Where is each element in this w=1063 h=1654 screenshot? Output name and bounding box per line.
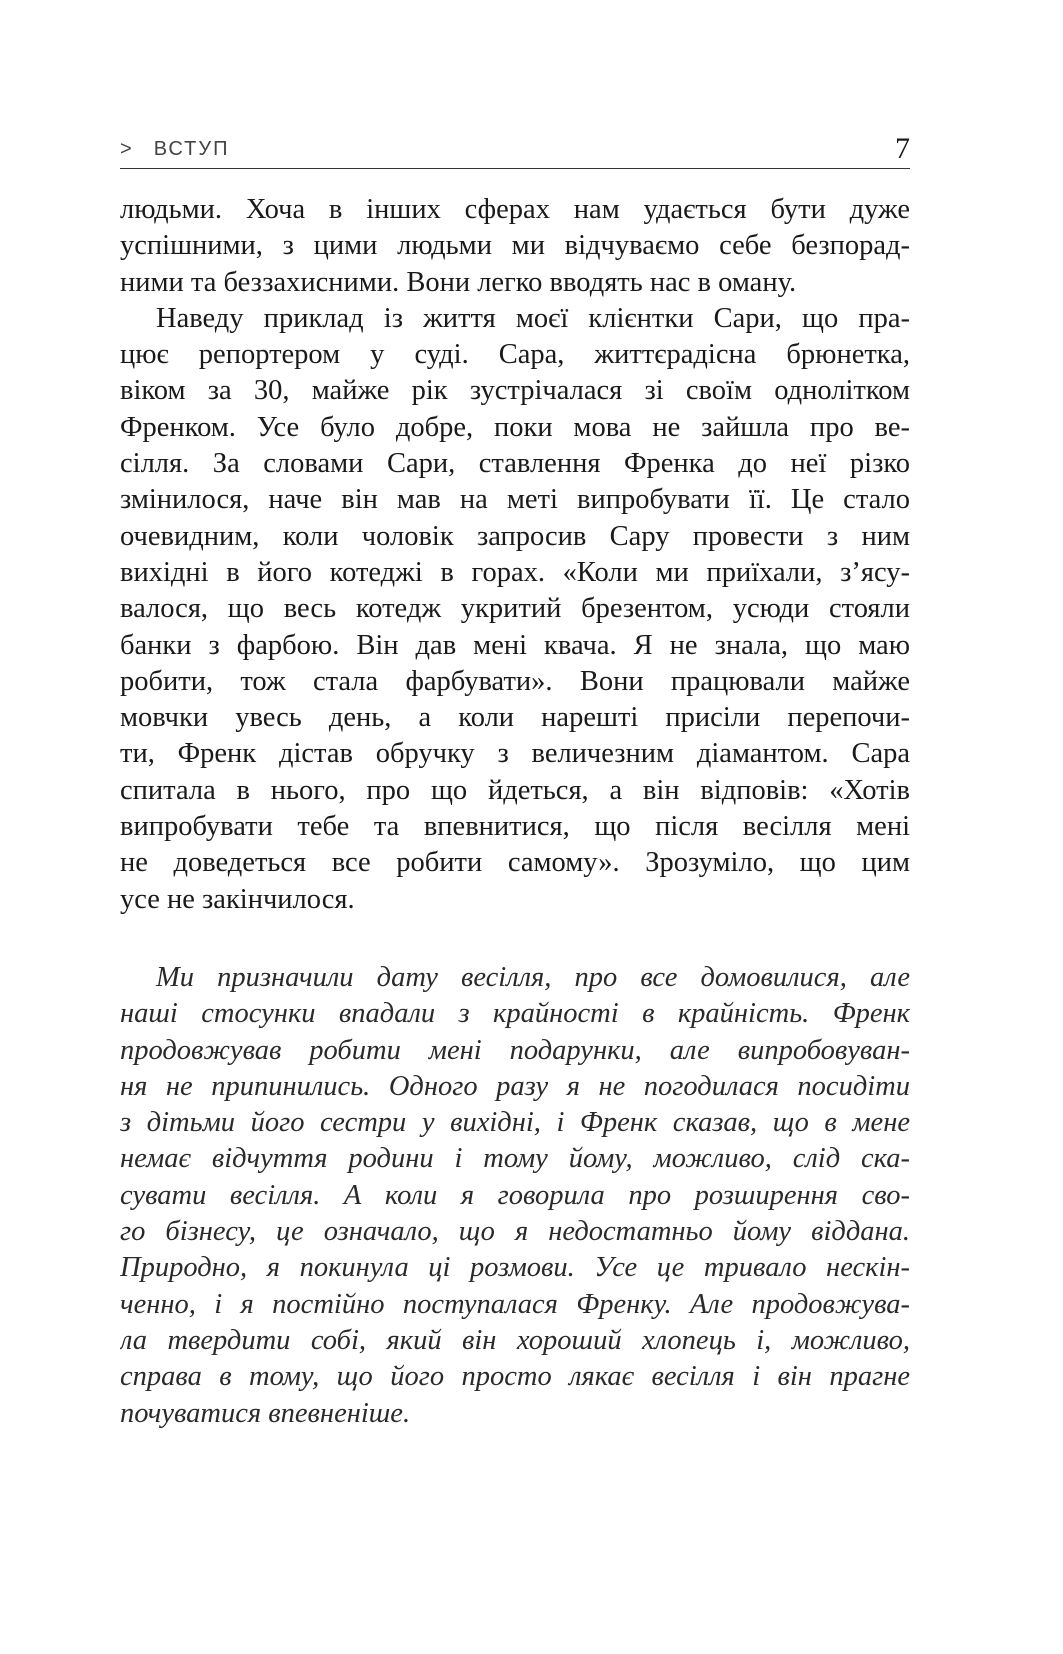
body-line: віком за 30, майже рік зустрічалася зі своїм однолітком — [120, 375, 910, 407]
body-line: ними та беззахисними. Вони легко вводять нас в оману. — [120, 266, 797, 298]
body-line: випробувати тебе та впевнитися, що після весілля мені — [120, 811, 910, 843]
body-text — [120, 192, 910, 918]
section-title — [120, 138, 229, 161]
running-header — [120, 134, 910, 169]
body-line: Наведу приклад із життя моєї клієнтки Сари, що пра- — [156, 302, 910, 334]
quote-line: з дітьми його сестри у вихідні, і Френк сказав, що в мене — [120, 1107, 910, 1139]
quote-line: наші стосунки впадали з крайності в крайність. Френк — [120, 998, 910, 1030]
body-line: ти, Френк дістав обручку з величезним діамантом. Сара — [120, 738, 910, 770]
body-line: усе не закінчилося. — [120, 883, 355, 915]
chevron-right-icon: > — [120, 138, 134, 160]
quote-line: ла твердити собі, який він хороший хлопець і, можливо, — [120, 1324, 910, 1356]
body-line: сілля. За словами Сари, ставлення Френка до неї різко — [120, 448, 910, 480]
body-line: успішними, з цими людьми ми відчуваємо себе безпорад- — [120, 230, 910, 262]
quote-line: сувати весілля. А коли я говорила про розширення сво- — [120, 1179, 910, 1211]
body-line: Френком. Усе було добре, поки мова не зайшла про ве- — [120, 411, 910, 443]
body-line: спитала в нього, про що йдеться, а він відповів: «Хотів — [120, 774, 910, 806]
section-label: ВСТУП — [153, 138, 230, 160]
quote-line: го бізнесу, це означало, що я недостатньо йому віддана. — [120, 1216, 910, 1248]
body-line: валося, що весь котедж укритий брезентом, усюди стояли — [120, 593, 910, 625]
body-line: цює репортером у суді. Сара, життєрадісна брюнетка, — [120, 339, 910, 371]
italic-quote — [120, 960, 910, 1432]
quote-line: почуватися впевненіше. — [120, 1397, 411, 1429]
quote-line: немає відчуття родини і тому йому, можливо, слід ска- — [120, 1143, 910, 1175]
body-line: людьми. Хоча в інших сферах нам удається бути дуже — [120, 194, 910, 225]
page-number: 7 — [895, 132, 910, 165]
book-page — [120, 0, 910, 1654]
body-line: очевидним, коли чоловік запросив Сару провести з ним — [120, 520, 910, 552]
body-line: банки з фарбою. Він дав мені квача. Я не знала, що маю — [120, 629, 910, 661]
body-line: не доведеться все робити самому». Зрозуміло, що цим — [120, 847, 910, 879]
quote-line: ня не припинились. Одного разу я не погодилася посидіти — [120, 1070, 910, 1102]
quote-line: Ми призначили дату весілля, про все домовилися, але — [156, 962, 910, 993]
body-line: вихідні в його котеджі в горах. «Коли ми приїхали, з’ясу- — [120, 556, 910, 588]
body-line: робити, тож стала фарбувати». Вони працювали майже — [120, 665, 910, 697]
body-line: змінилося, наче він мав на меті випробувати її. Це стало — [120, 484, 910, 516]
quote-line: ченно, і я постійно поступалася Френку. Але продовжува- — [120, 1288, 910, 1320]
body-line: мовчки увесь день, а коли нарешті присіли перепочи- — [120, 702, 910, 734]
quote-line: Природно, я покинула ці розмови. Усе це тривало нескін- — [120, 1252, 910, 1284]
quote-line: справа в тому, що його просто лякає весілля і він прагне — [120, 1361, 910, 1393]
quote-line: продовжував робити мені подарунки, але випробовуван- — [120, 1034, 910, 1066]
